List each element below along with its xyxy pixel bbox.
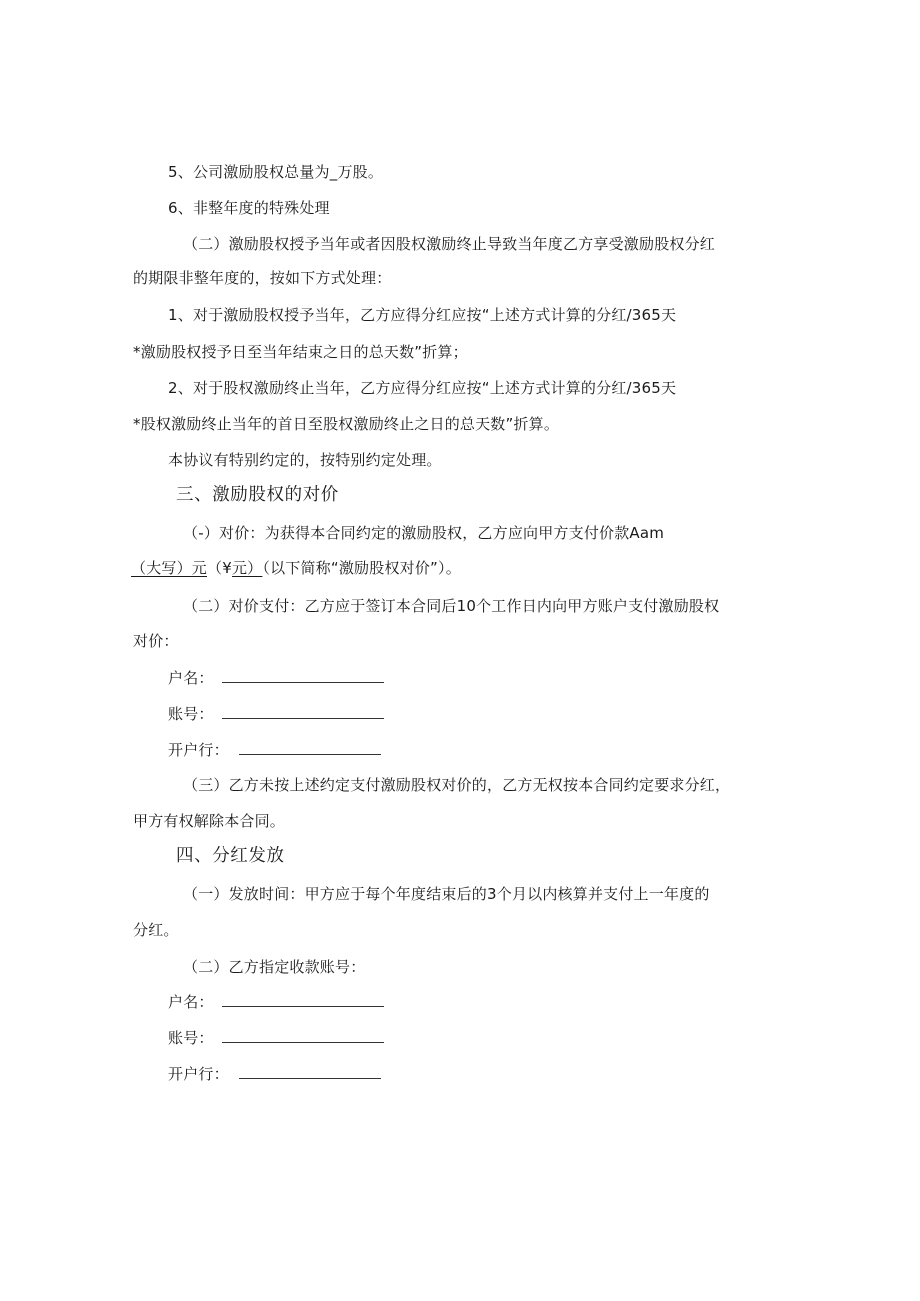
section-3-heading: 三、激励股权的对价 <box>176 485 339 505</box>
section-3-bank <box>168 740 381 760</box>
clause-5: 5、公司激励股权总量为_万股。 <box>168 163 384 181</box>
account-name-blank <box>222 992 384 1007</box>
section-4-p1-line-2: 分红。 <box>133 921 179 939</box>
account-name-label: 户名： <box>168 993 214 1011</box>
section-4-heading: 四、分红发放 <box>176 846 285 866</box>
bank-label: 开户行： <box>168 741 229 759</box>
account-name-label: 户名： <box>168 669 214 687</box>
amount-in-figures: 元） <box>231 559 263 577</box>
amount-in-words: （大写）元 <box>131 559 208 577</box>
special-agreement-note: 本协议有特别约定的，按特别约定处理。 <box>168 451 442 469</box>
clause-6: 6、非整年度的特殊处理 <box>168 199 330 217</box>
bank-blank <box>239 1064 381 1079</box>
section-3-p2-line-1: （二）对价支付：乙方应于签订本合同后10个工作日内向甲方账户支付激励股权 <box>183 597 720 615</box>
section-3-p1-line-1: （-）对价：为获得本合同约定的激励股权，乙方应向甲方支付价款Aam <box>183 524 665 542</box>
account-number-blank <box>222 1028 384 1043</box>
section-3-p1-line-2 <box>131 558 461 578</box>
account-number-label: 账号： <box>168 705 214 723</box>
section-3-account-name <box>168 668 384 688</box>
section-4-account-name <box>168 992 384 1012</box>
item-2-line-2: *股权激励终止当年的首日至股权激励终止之日的总天数”折算。 <box>133 415 560 433</box>
section-4-p1-line-1: （一）发放时间：甲方应于每个年度结束后的3个月以内核算并支付上一年度的 <box>183 885 710 903</box>
section-4-p2-line-1: （二）乙方指定收款账号： <box>183 958 366 976</box>
amount-currency-open: （¥ <box>207 559 232 577</box>
section-3-p2-line-2: 对价： <box>133 632 179 650</box>
section-4-account-number <box>168 1028 384 1048</box>
section-3-account-number <box>168 704 384 724</box>
item-2-line-1: 2、对于股权激励终止当年，乙方应得分红应按“上述方式计算的分红/365天 <box>168 379 677 397</box>
section-4-bank <box>168 1064 381 1084</box>
section-3-p3-line-1: （三）乙方未按上述约定支付激励股权对价的，乙方无权按本合同约定要求分红， <box>183 776 731 794</box>
account-number-blank <box>222 704 384 719</box>
account-number-label: 账号： <box>168 1029 214 1047</box>
amount-definition: （以下简称“激励股权对价”）。 <box>262 559 461 577</box>
item-1-line-1: 1、对于激励股权授予当年，乙方应得分红应按“上述方式计算的分红/365天 <box>168 306 677 324</box>
item-1-line-2: *激励股权授予日至当年结束之日的总天数”折算； <box>133 343 468 361</box>
bank-blank <box>239 740 381 755</box>
account-name-blank <box>222 668 384 683</box>
bank-label: 开户行： <box>168 1065 229 1083</box>
section-3-p3-line-2: 甲方有权解除本合同。 <box>133 812 286 830</box>
paragraph-2-line-2: 的期限非整年度的，按如下方式处理： <box>133 269 392 287</box>
paragraph-2-line-1: （二）激励股权授予当年或者因股权激励终止导致当年度乙方享受激励股权分红 <box>183 235 716 253</box>
